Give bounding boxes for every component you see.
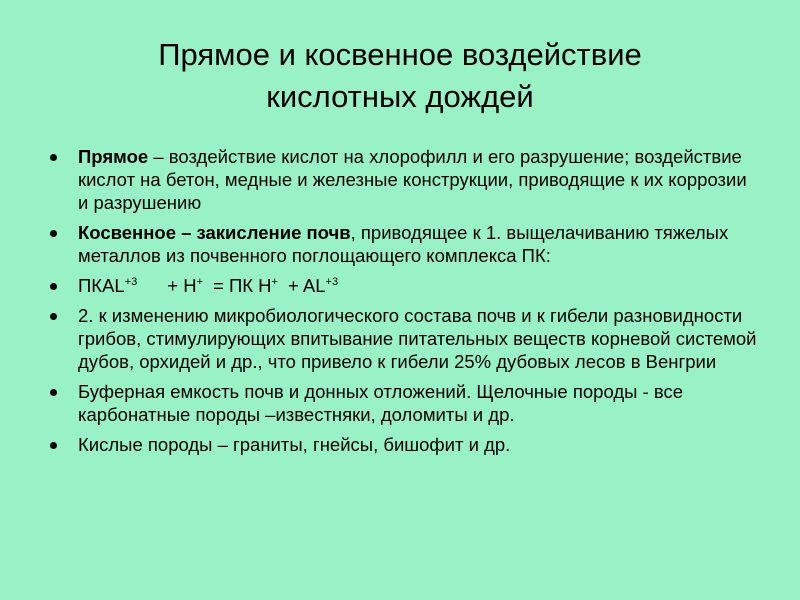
formula-term-d-sup: +3	[325, 276, 339, 288]
formula-term-c-sup: +	[271, 276, 278, 288]
bullet-indirect-text: , приводящее к 1. выщелачиванию тяжелых металлов из почвенного поглощающего комплекса ПК:	[78, 222, 729, 266]
bullet-buffer	[50, 380, 760, 426]
bullet-dot-icon	[50, 230, 57, 237]
bullet-dot-icon	[50, 313, 57, 320]
slide-title	[40, 34, 760, 118]
bullet-dot-icon	[50, 154, 57, 161]
bullet-acidic-rocks-text: Кислые породы – граниты, гнейсы, бишофит и др.	[78, 434, 511, 455]
bullet-microbiology	[50, 304, 760, 373]
bullet-acidic-rocks	[50, 433, 760, 456]
bullet-formula	[50, 274, 760, 297]
bullet-dot-icon	[50, 283, 57, 290]
formula-term-a: ПКAL	[78, 275, 125, 296]
formula-term-b: + H	[167, 275, 197, 296]
bullet-direct-bold: Прямое	[78, 146, 149, 167]
formula-term-b-sup: +	[196, 276, 203, 288]
bullet-buffer-text: Буферная емкость почв и донных отложений. Щелочные породы - все карбонатные породы –известняки, доломиты и др.	[78, 381, 684, 425]
formula-term-d: + AL	[287, 275, 326, 296]
bullet-microbiology-text: 2. к изменению микробиологического состава почв и к гибели разновидности грибов, стимулирующих впитывание питательных веществ корневой системой дубов, орхидей и др., что привело к гибели 25% дубовых лесов в Венгрии	[78, 305, 757, 372]
bullet-list	[50, 145, 760, 463]
formula-term-c: = ПК H	[213, 275, 272, 296]
title-line-2: кислотных дождей	[266, 79, 534, 114]
bullet-dot-icon	[50, 389, 57, 396]
bullet-direct	[50, 145, 760, 214]
bullet-indirect	[50, 221, 760, 267]
title-line-1: Прямое и косвенное воздействие	[158, 37, 642, 72]
bullet-dot-icon	[50, 442, 57, 449]
bullet-indirect-bold: Косвенное – закисление почв	[78, 222, 351, 243]
formula-term-a-sup: +3	[124, 276, 138, 288]
bullet-direct-text: – воздействие кислот на хлорофилл и его разрушение; воздействие кислот на бетон, медные и железные конструкции, приводящие к их коррозии и разрушению	[78, 146, 747, 213]
